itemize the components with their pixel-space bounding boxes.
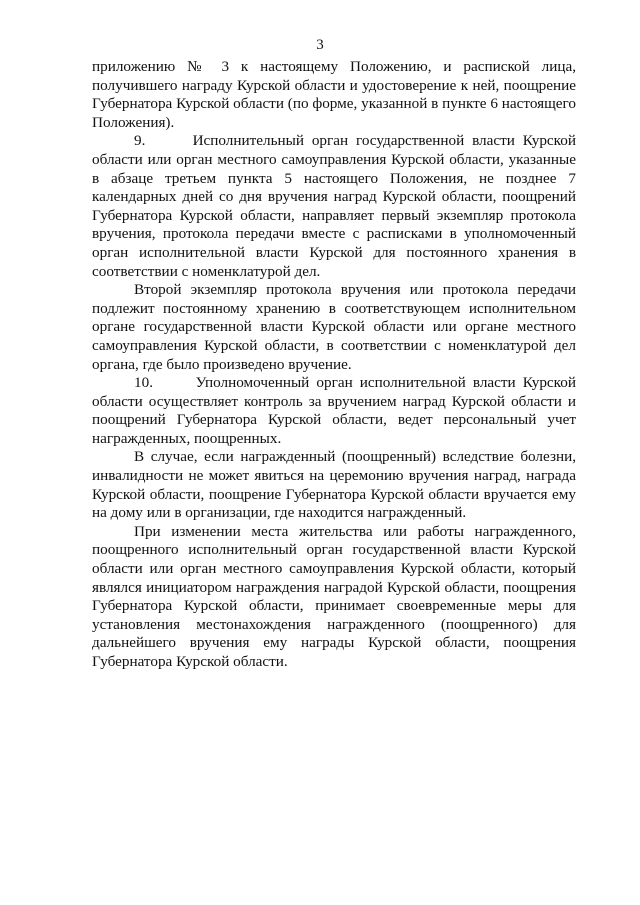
paragraph-continuation: приложению № 3 к настоящему Положению, и распиской лица, получившего награду Курской области и удостоверение к ней, поощрение Губернатора Курской области (по форме, указанной в пункте 6 настоящего Положения). — [92, 58, 576, 131]
paragraph-item-9: 9. Исполнительный орган государственной власти Курской области или орган местного самоуправления Курской области, указанные в абзаце третьем пункта 5 настоящего Положения, не позднее 7 календарных дней со дня вручения наград Курской области, поощрений Губернатора Курской области, направляет первый экземпляр протокола вручения, протокола передачи вместе с расписками в уполномоченный орган исполнительной власти Курской для постоянного хранения в соответствии с номенклатурой дел. — [92, 132, 576, 280]
paragraph-change-of-residence: При изменении места жительства или работы награжденного, поощренного исполнительный орган государственной власти Курской области или орган местного самоуправления Курской области, который являлся инициатором награждения наградой Курской области, поощрения Губернатора Курской области, принимает своевременные меры для установления местонахождения награжденного (поощренного) для дальнейшего вручения ему награды Курской области, поощрения Губернатора Курской области. — [92, 522, 576, 670]
paragraph-item-10: 10. Уполномоченный орган исполнительной власти Курской области осуществляет контроль за вручением наград Курской области и поощрений Губернатора Курской области, ведет персональный учет награжденных, поощренных. — [92, 374, 576, 447]
document-body — [92, 58, 576, 672]
paragraph-illness-case: В случае, если награжденный (поощренный) вследствие болезни, инвалидности не может явиться на церемонию вручения наград, награда Курской области, поощрение Губернатора Курской области вручается ему на дому или в организации, где находится награжденный. — [92, 448, 576, 522]
page-number: 3 — [316, 37, 324, 53]
paragraph-second-copy: Второй экземпляр протокола вручения или протокола передачи подлежит постоянному хранению в соответствующем исполнительном органе государственной власти Курской области или органе местного самоуправления Курской области, в соответствии с номенклатурой дел органа, где было произведено вручение. — [92, 281, 576, 373]
